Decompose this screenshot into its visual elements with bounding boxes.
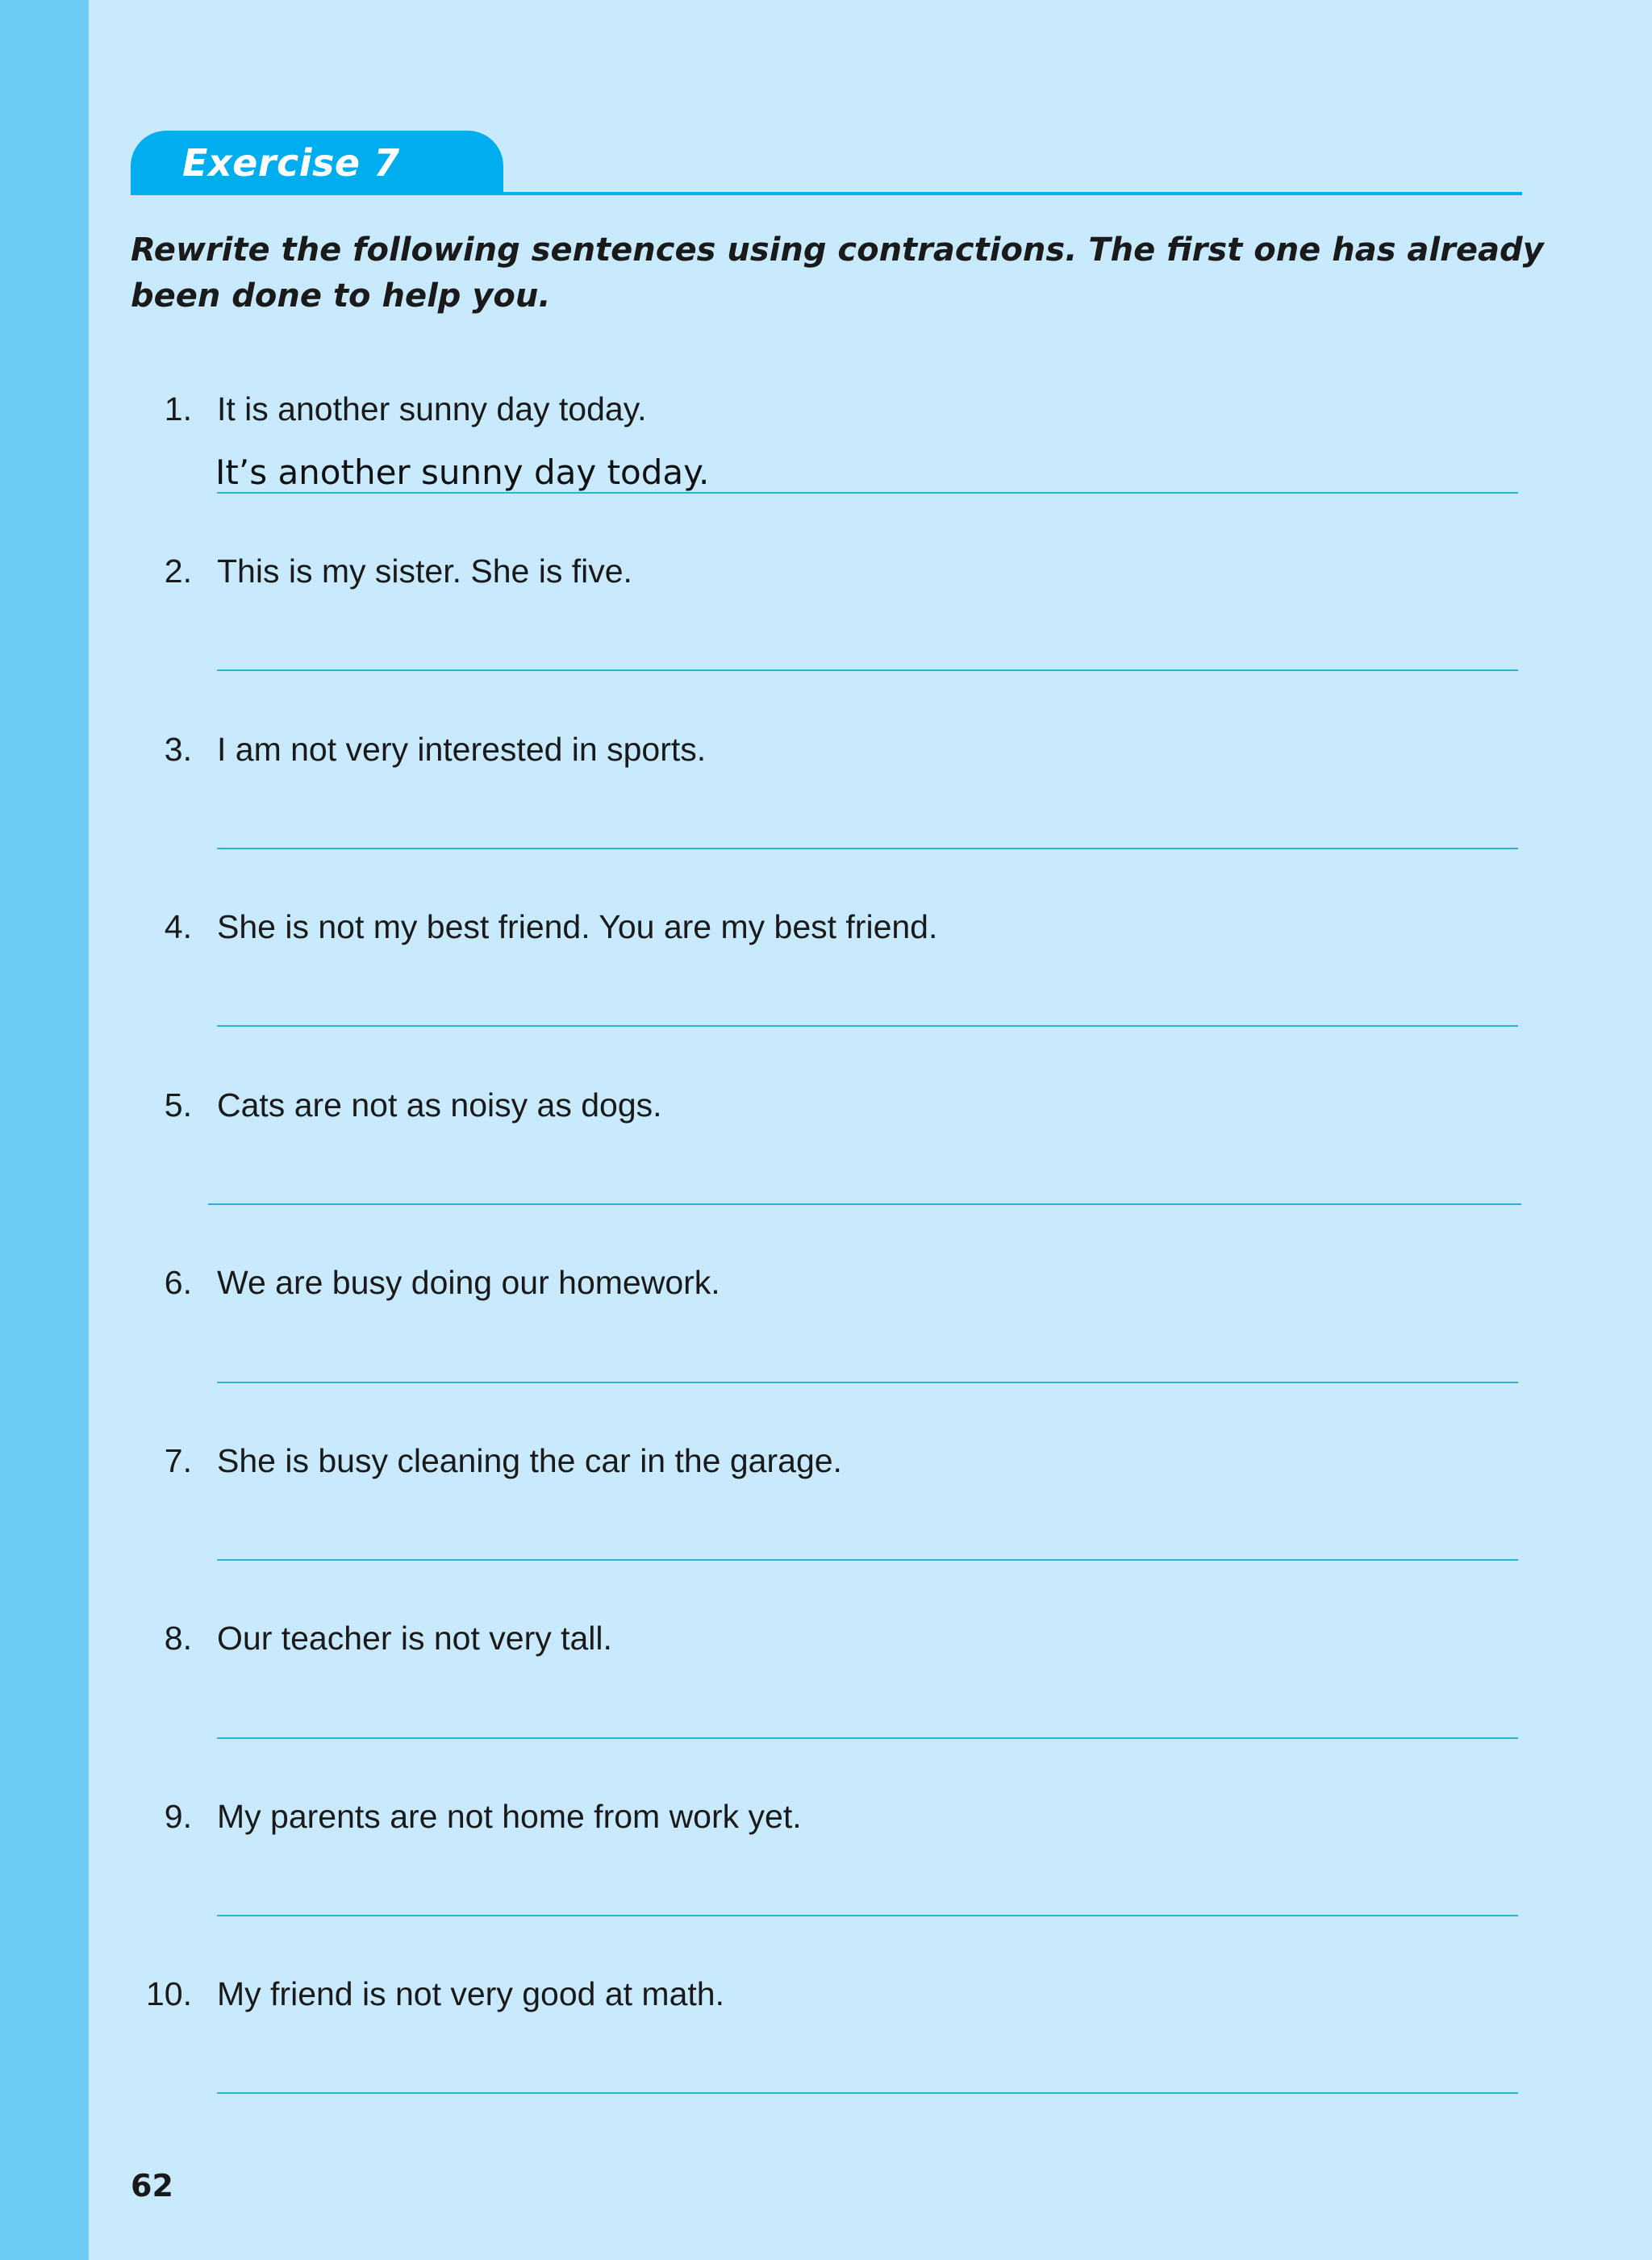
item-number: 8. — [164, 1620, 192, 1657]
answer-line-9[interactable] — [217, 1915, 1518, 1916]
item-sentence: It is another sunny day today. — [217, 390, 647, 427]
item-number: 6. — [164, 1264, 192, 1301]
answer-example: It’s another sunny day today. — [215, 452, 710, 492]
item-number: 2. — [164, 552, 192, 590]
item-sentence: She is not my best friend. You are my best friend. — [217, 908, 938, 945]
answer-line-1 — [217, 492, 1518, 494]
answer-line-4[interactable] — [217, 1025, 1518, 1027]
item-sentence: My friend is not very good at math. — [217, 1975, 724, 2012]
item-sentence: She is busy cleaning the car in the garage. — [217, 1442, 842, 1479]
item-sentence: My parents are not home from work yet. — [217, 1798, 802, 1835]
item-sentence: Our teacher is not very tall. — [217, 1620, 612, 1657]
item-number: 10. — [146, 1975, 192, 2012]
exercise-item-7 — [0, 1436, 1652, 1485]
header-rule — [131, 192, 1522, 195]
answer-line-8[interactable] — [217, 1737, 1518, 1739]
side-color-strip — [0, 0, 89, 2260]
page-number: 62 — [131, 2168, 173, 2204]
exercise-item-4 — [0, 903, 1652, 951]
exercise-item-1 — [0, 385, 1652, 433]
exercise-instructions: Rewrite the following sentences using contractions. The first one has already been done to help you. — [131, 231, 1544, 315]
exercise-item-5 — [0, 1081, 1652, 1129]
exercise-item-9 — [0, 1792, 1652, 1841]
answer-line-6[interactable] — [217, 1382, 1518, 1383]
answer-line-7[interactable] — [217, 1559, 1518, 1561]
answer-line-3[interactable] — [217, 848, 1518, 849]
item-sentence: Cats are not as noisy as dogs. — [217, 1086, 662, 1124]
item-sentence: I am not very interested in sports. — [217, 731, 707, 768]
item-number: 7. — [164, 1442, 192, 1479]
answer-line-2[interactable] — [217, 669, 1518, 671]
exercise-item-10 — [0, 1970, 1652, 2018]
exercise-item-3 — [0, 725, 1652, 773]
item-number: 4. — [164, 908, 192, 945]
item-sentence: This is my sister. She is five. — [217, 552, 632, 590]
exercise-header-tab — [131, 131, 503, 195]
exercise-item-8 — [0, 1614, 1652, 1662]
item-number: 5. — [164, 1086, 192, 1124]
answer-line-10[interactable] — [217, 2092, 1518, 2094]
exercise-title: Exercise 7 — [182, 141, 400, 185]
exercise-item-2 — [0, 547, 1652, 595]
exercise-item-6 — [0, 1258, 1652, 1307]
item-number: 1. — [164, 390, 192, 427]
item-number: 9. — [164, 1798, 192, 1835]
item-sentence: We are busy doing our homework. — [217, 1264, 720, 1301]
answer-line-5[interactable] — [208, 1203, 1521, 1205]
item-number: 3. — [164, 731, 192, 768]
